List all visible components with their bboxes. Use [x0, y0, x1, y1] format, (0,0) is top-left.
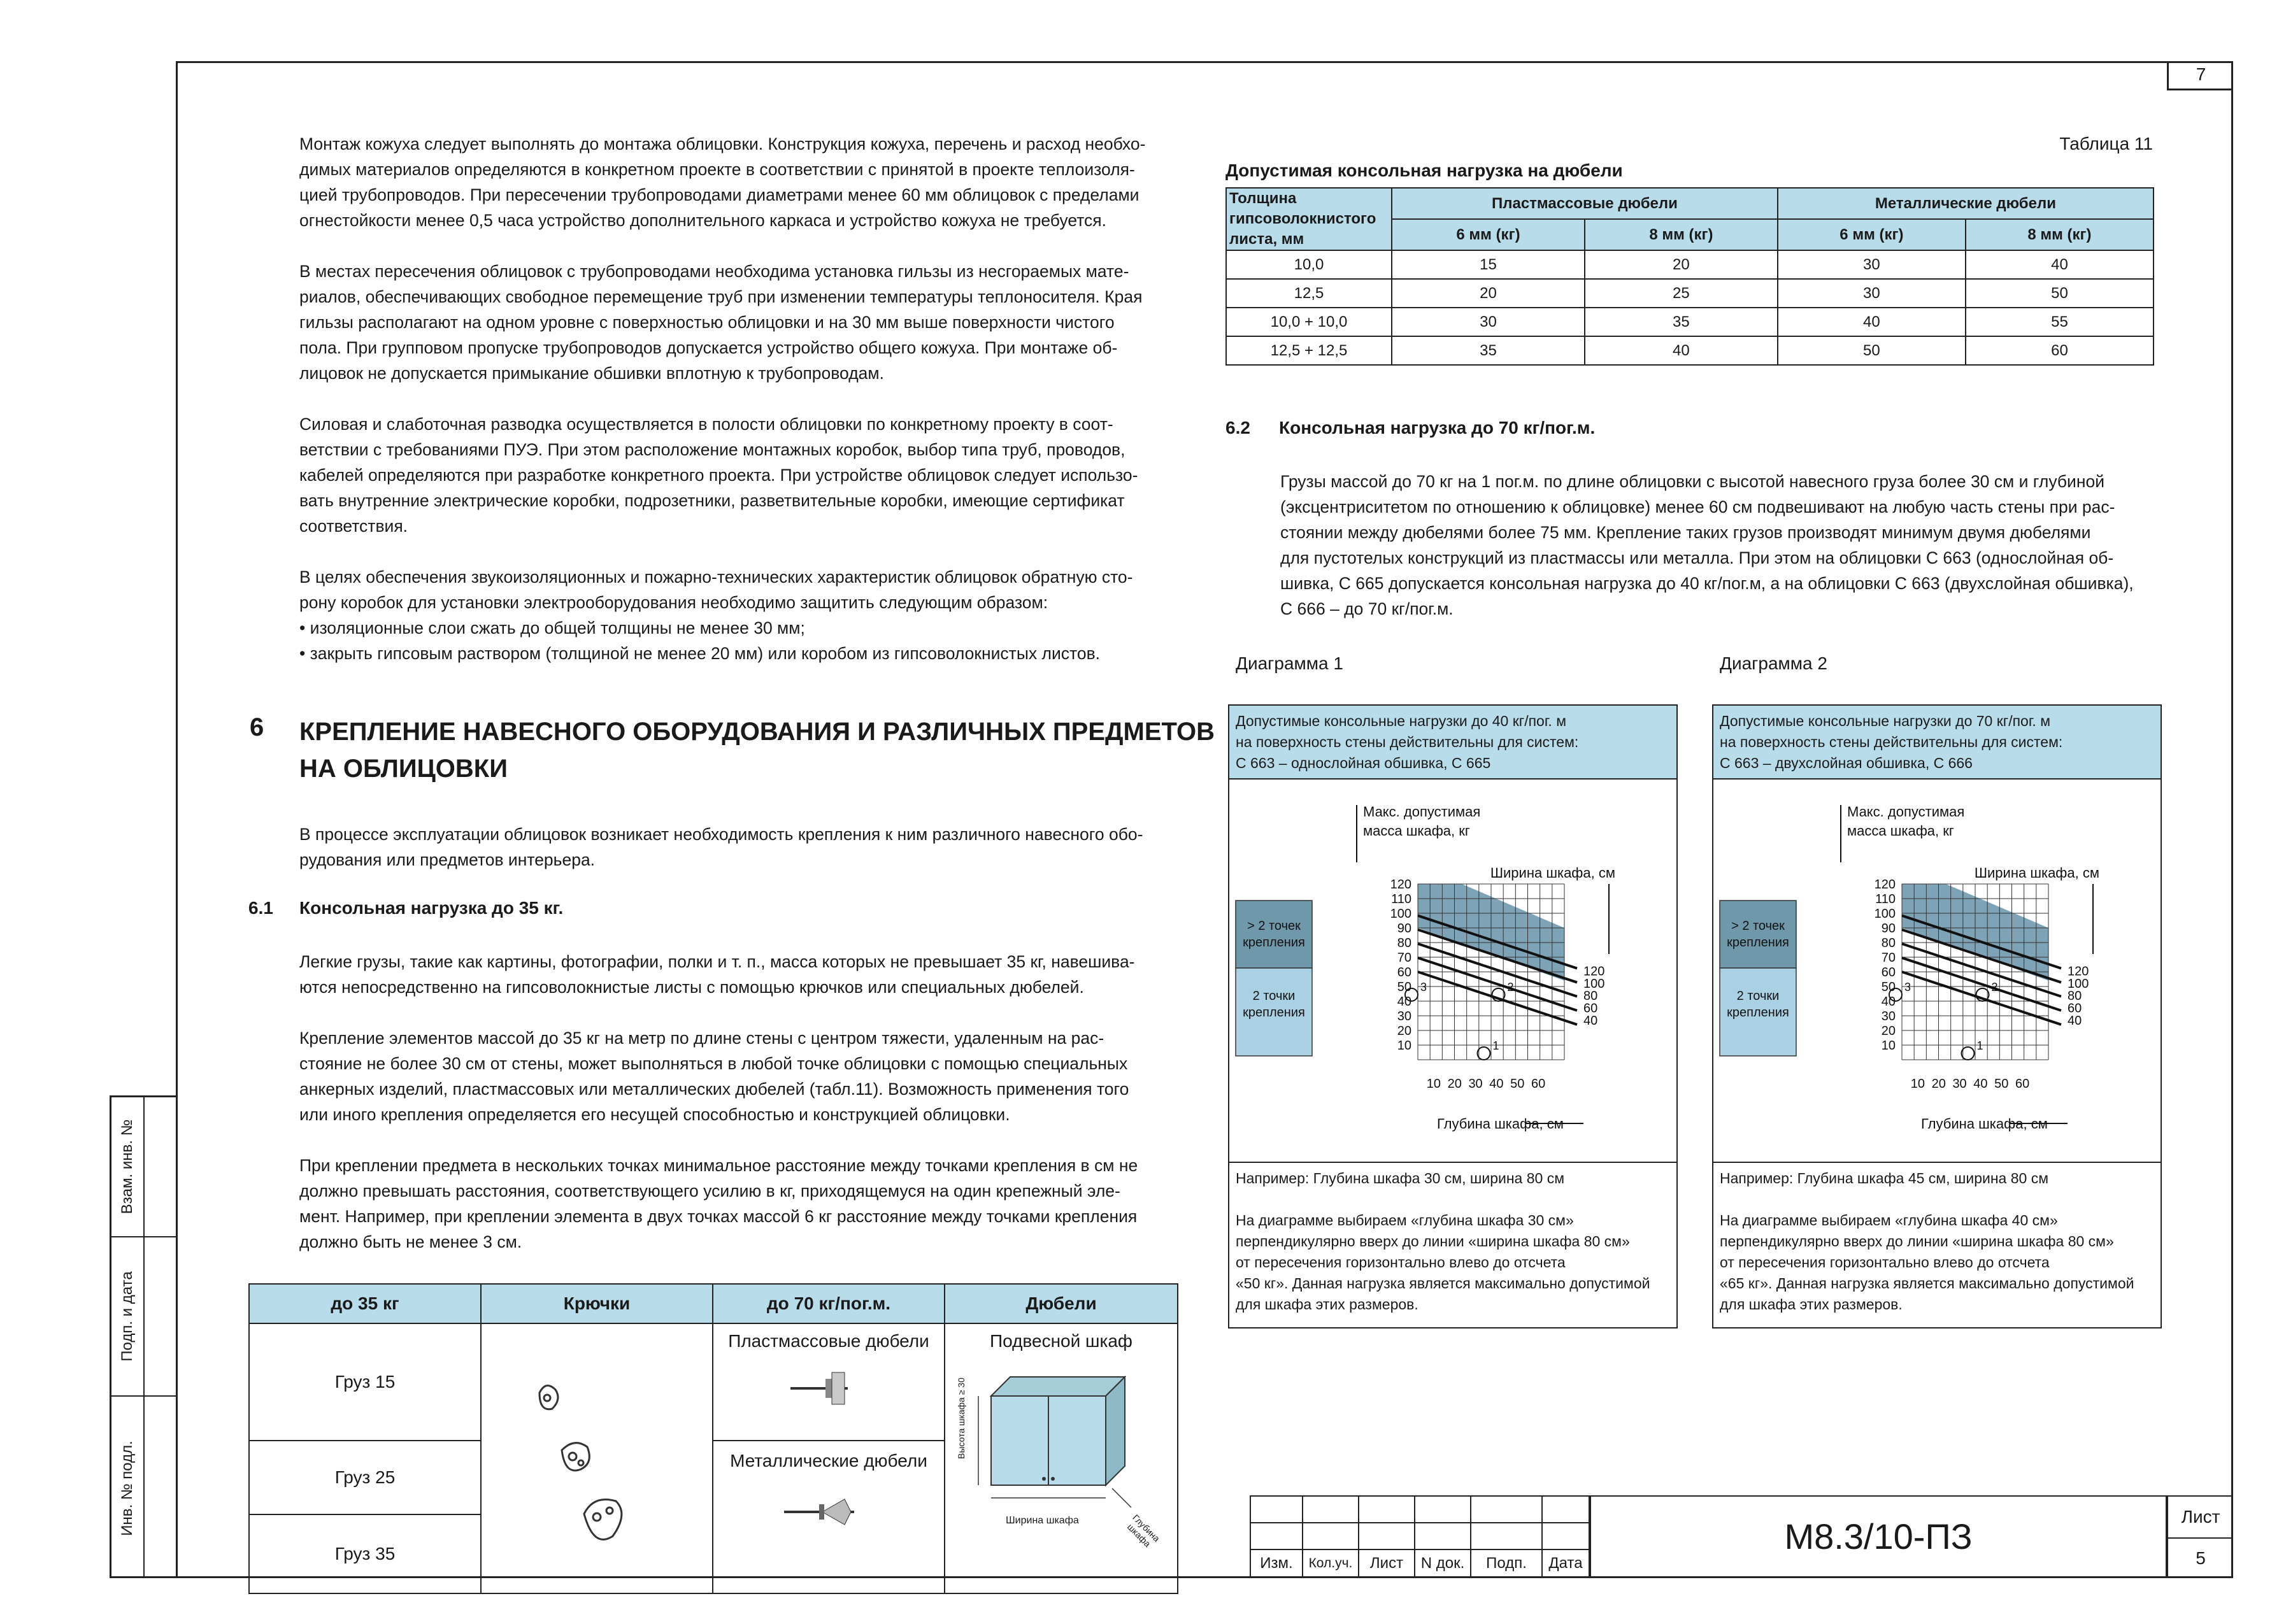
- width-tick-label: 80: [2068, 989, 2082, 1004]
- corner-page-box: [2167, 61, 2233, 90]
- y-tick-label: 80: [1397, 936, 1411, 950]
- section-6-number: 6: [250, 713, 264, 741]
- depth-axis-label: Глубина шкафа, см: [1437, 1116, 1564, 1132]
- table-11-sub-8mm-metal: 8 мм (кг): [1966, 219, 2154, 250]
- stamp-label-sign-date: Подп. и дата: [118, 1271, 136, 1362]
- table-11: [1225, 187, 2154, 366]
- sheet-box: [2167, 1495, 2233, 1578]
- table-11-number: Таблица 11: [2059, 134, 2153, 153]
- zone-many-label: крепления: [1243, 936, 1305, 950]
- hooks-illustration: [481, 1323, 713, 1593]
- width-line: [1418, 972, 1577, 1025]
- y-axis-label: масса шкафа, кг: [1363, 823, 1470, 839]
- x-tick-label: 10: [1426, 1077, 1441, 1091]
- stamp-col-change: Изм.: [1250, 1549, 1303, 1578]
- section-6-1-number: 6.1: [248, 898, 273, 918]
- col-hooks: Крючки: [481, 1284, 713, 1323]
- table-11-col-metal: Металлические дюбели: [1778, 188, 2154, 219]
- cabinet-cell: [945, 1323, 1178, 1593]
- paragraph-casing: Монтаж кожуха следует выполнять до монтажа облицовки. Конструкция кожуха, перечень и расход необхо- димых материалов определяются в конкретном проекте в соответствии с принятой в проекте теплоизоля- цией трубопроводов. При пересечении трубопроводами диаметрами менее 60 мм облицовок с пределами огнестойкости менее 0,5 часа устройство дополнительного каркаса и устройство кожуха не требуется.: [299, 134, 1146, 230]
- stamp-col-date: Дата: [1542, 1549, 1589, 1578]
- depth-axis-label: Глубина шкафа, см: [1921, 1116, 2048, 1132]
- revision-table: [1250, 1495, 1590, 1578]
- y-tick-label: 10: [1881, 1039, 1896, 1053]
- stamp-label-replaced-inv: Взам. инв. №: [118, 1119, 136, 1214]
- y-tick-label: 90: [1397, 922, 1411, 936]
- marker-label: 3: [1420, 980, 1427, 994]
- zone-two-label: 2 точки: [1736, 989, 1780, 1003]
- width-line: [1902, 972, 2061, 1025]
- x-tick-label: 60: [2015, 1077, 2030, 1091]
- paragraph-multipoint: При креплении предмета в нескольких точках минимальное расстояние между точками крепления в см не должно превышать расстояния, соответствующего усилию в кг, приходящемуся на один крепежный эле- мент. Например, при креплении элемента в двух точках массой 6 кг расстояние между точками крепления должно быть не менее 3 см.: [299, 1156, 1138, 1251]
- section-6-2-body: Грузы массой до 70 кг на 1 пог.м. по длине облицовки с высотой навесного груза более 30 см и глубиной (эксцентриситетом по отношению к облицовке) менее 60 см подвешивают на любую часть стены при рас- стоянии между дюбелями более 75 мм. Крепление таких грузов производят минимум двумя дюбелями для пустотелых конструкций из пластмассы или металла. При этом на облицовки С 663 (однослойная об- шивка, С 665 допускается консольная нагрузка до 40 кг/пог.м, а на облицовки С 663 (двухслойная обшивка), С 666 – до 70 кг/пог.м.: [1280, 472, 2134, 618]
- y-tick-label: 70: [1397, 951, 1411, 965]
- row-load-35: Груз 35: [249, 1514, 481, 1593]
- sheet-number: 5: [2196, 1548, 2206, 1568]
- table-row: 12,5 + 12,5 35 40 50 60: [1226, 336, 2154, 365]
- width-tick-label: 100: [2068, 976, 2089, 991]
- table-row: 12,5 20 25 30 50: [1226, 279, 2154, 308]
- table-11-col-thickness: Толщина гипсоволокнистого листа, мм: [1226, 188, 1392, 250]
- x-tick-label: 50: [1510, 1077, 1525, 1091]
- y-tick-label: 60: [1881, 965, 1896, 979]
- y-tick-label: 100: [1874, 907, 1896, 921]
- width-tick-label: 120: [1583, 964, 1605, 979]
- marker-circle: [1962, 1047, 1975, 1060]
- section-6-1-body: [299, 949, 1178, 1255]
- zone-two-label: крепления: [1727, 1006, 1789, 1020]
- diagram-example: Например: Глубина шкафа 30 см, ширина 80 см На диаграмме выбираем «глубина шкафа 30 см» перпендикулярно вверх до линии «ширина шкафа 80 см» от пересечения горизонтально влево до отсчета «50 кг». Данная нагрузка является максимально допустимой для шкафа этих размеров.: [1236, 1170, 1650, 1313]
- y-tick-label: 10: [1397, 1039, 1411, 1053]
- zone-many-label: > 2 точек: [1247, 919, 1301, 933]
- y-tick-label: 120: [1874, 878, 1896, 892]
- marker-label: 1: [1492, 1039, 1499, 1052]
- width-tick-label: 60: [2068, 1001, 2082, 1016]
- marker-label: 2: [1991, 980, 1998, 994]
- y-tick-label: 50: [1881, 980, 1896, 994]
- metal-dowel-icon: [784, 1493, 873, 1531]
- stamp-label-inv-original: Инв. № подл.: [118, 1441, 136, 1536]
- y-tick-label: 30: [1397, 1009, 1411, 1023]
- y-tick-label: 20: [1881, 1024, 1896, 1038]
- x-tick-label: 20: [1447, 1077, 1462, 1091]
- x-tick-label: 50: [1994, 1077, 2009, 1091]
- zone-many-points: [1236, 901, 1312, 968]
- y-axis-label: Макс. допустимая: [1363, 804, 1481, 820]
- zone-many-label: > 2 точек: [1731, 919, 1785, 933]
- table-11-sub-8mm-plastic: 8 мм (кг): [1585, 219, 1778, 250]
- corner-page-number: 7: [2196, 64, 2206, 84]
- doc-code-box: [1590, 1495, 2167, 1578]
- x-tick-label: 60: [1531, 1077, 1546, 1091]
- plastic-dowel-cell: [713, 1323, 945, 1441]
- paragraph-light-loads: Легкие грузы, такие как картины, фотографии, полки и т. п., масса которых не превышает 35 кг, навешива- ются непосредственно на гипсоволокнистые листы с помощью крючков или специальных дюбелей.: [299, 952, 1135, 997]
- x-tick-label: 30: [1468, 1077, 1483, 1091]
- width-tick-label: 80: [1583, 989, 1598, 1004]
- width-tick-label: 120: [2068, 964, 2089, 979]
- x-tick-label: 40: [1973, 1077, 1988, 1091]
- table-11-sub-6mm-plastic: 6 мм (кг): [1392, 219, 1585, 250]
- y-axis-label: Макс. допустимая: [1847, 804, 1965, 820]
- row-load-15: Груз 15: [249, 1323, 481, 1441]
- x-tick-label: 20: [1931, 1077, 1946, 1091]
- y-tick-label: 40: [1397, 995, 1411, 1009]
- title-block: [1250, 1495, 2233, 1578]
- diagram-header: Допустимые консольные нагрузки до 40 кг/пог. м на поверхность стены действительны для систем: С 663 – однослойная обшивка, С 665: [1229, 706, 1676, 780]
- y-tick-label: 120: [1390, 878, 1411, 892]
- table-11-col-plastic: Пластмассовые дюбели: [1392, 188, 1778, 219]
- paragraph-35kg: Крепление элементов массой до 35 кг на метр по длине стены с центром тяжести, удаленным на рас- стояние не более 30 см от стены, может выполняться в любой точке облицовки с помощью специальных анкерных изделий, пластмассовых или металлических дюбелей (табл.11). Возможность применения того или иного крепления определяется его несущей способностью и конструкцией облицовки.: [299, 1029, 1129, 1124]
- cabinet-label: Подвесной шкаф: [990, 1331, 1132, 1351]
- paragraph-wiring: Силовая и слаботочная разводка осуществляется в полости облицовки по конкретному проекту в соот- ветствии с требованиями ПУЭ. При этом расположение монтажных коробок, выбор типа труб, проводов, кабелей определяются при разработке конкретного проекта. При устройстве облицовок следует использо- вать внутренние электрические коробки, подрозетники, разветвительные коробки, имеющие сертификат соответствия.: [299, 415, 1138, 536]
- diagram-label: Диаграмма 1: [1236, 653, 1343, 673]
- diagram-box: [1228, 704, 1678, 1328]
- hook-icons: [501, 1361, 692, 1552]
- y-tick-label: 60: [1397, 965, 1411, 979]
- diagram-label: Диаграмма 2: [1720, 653, 1827, 673]
- side-stamp: [110, 1095, 177, 1578]
- section-6-1-title: Консольная нагрузка до 35 кг.: [299, 898, 564, 918]
- y-tick-label: 20: [1397, 1024, 1411, 1038]
- metal-dowel-label: Металлические дюбели: [730, 1451, 927, 1471]
- col-dowels: Дюбели: [945, 1284, 1178, 1323]
- stamp-col-qty: Кол.уч.: [1303, 1549, 1359, 1578]
- plastic-dowel-icon: [790, 1369, 867, 1407]
- left-column: [299, 131, 1178, 666]
- width-tick-label: 40: [1583, 1013, 1598, 1028]
- width-axis-label: Ширина шкафа, см: [1974, 865, 2099, 881]
- x-tick-label: 40: [1489, 1077, 1504, 1091]
- zone-many-label: крепления: [1727, 936, 1789, 950]
- width-tick-label: 40: [2068, 1013, 2082, 1028]
- x-tick-label: 30: [1952, 1077, 1967, 1091]
- fastener-table: [248, 1283, 1178, 1594]
- diagram-header: Допустимые консольные нагрузки до 70 кг/пог. м на поверхность стены действительны для систем: С 663 – двухслойная обшивка, С 666: [1713, 706, 2161, 780]
- paragraph-sleeves: В местах пересечения облицовок с трубопроводами необходима установка гильзы из несгораемых мате- риалов, обеспечивающих свободное перемещение труб при изменении температуры теплоносителя. Края гильзы располагают на одном уровне с поверхностью облицовки и на 30 мм выше поверхности чистого пола. При групповом пропуске трубопроводов допускается устройство общего кожуха. При монтаже об- лицовок не допускается примыкание обшивки вплотную к трубопроводам.: [299, 262, 1143, 383]
- y-tick-label: 100: [1390, 907, 1411, 921]
- table-11-title: Допустимая консольная нагрузка на дюбели: [1225, 160, 1623, 180]
- x-tick-label: 10: [1910, 1077, 1925, 1091]
- section-6-intro: В процессе эксплуатации облицовок возникает необходимость крепления к ним различного навесного обо- рудования или предметов интерьера.: [299, 825, 1143, 869]
- diagram-chart: [1713, 780, 2161, 1163]
- table-row: 10,0 + 10,0 30 35 40 55: [1226, 308, 2154, 336]
- y-tick-label: 110: [1875, 892, 1896, 906]
- y-tick-label: 110: [1391, 892, 1411, 906]
- y-tick-label: 80: [1881, 936, 1896, 950]
- diagram-chart: [1229, 780, 1676, 1163]
- marker-label: 3: [1904, 980, 1911, 994]
- y-tick-label: 40: [1881, 995, 1896, 1009]
- section-6-2-title: Консольная нагрузка до 70 кг/пог.м.: [1279, 418, 1596, 438]
- y-tick-label: 70: [1881, 951, 1896, 965]
- y-tick-label: 50: [1397, 980, 1411, 994]
- table-11-sub-6mm-metal: 6 мм (кг): [1778, 219, 1966, 250]
- stamp-col-sheet: Лист: [1359, 1549, 1415, 1578]
- diagram-example: Например: Глубина шкафа 45 см, ширина 80 см На диаграмме выбираем «глубина шкафа 40 см» перпендикулярно вверх до линии «ширина шкафа 80 см» от пересечения горизонтально влево до отсчета «65 кг». Данная нагрузка является максимально допустимой для шкафа этих размеров.: [1720, 1170, 2134, 1313]
- zone-two-label: крепления: [1243, 1006, 1305, 1020]
- metal-dowel-cell: [713, 1441, 945, 1593]
- paragraph-sound-insulation: В целях обеспечения звукоизоляционных и пожарно-технических характеристик облицовок обратную сто- рону коробок для установки электрооборудования необходимо защитить следующим образом: • изоляционные слои сжать до общей толщины не менее 30 мм; • закрыть гипсовым раствором (толщиной не менее 20 мм) или коробом из гипсоволокнистых листов.: [299, 567, 1133, 663]
- marker-label: 1: [1976, 1039, 1983, 1052]
- doc-code: М8.3/10-ПЗ: [1784, 1516, 1973, 1556]
- width-tick-label: 100: [1583, 976, 1605, 991]
- diagram-box: [1712, 704, 2162, 1328]
- marker-circle: [1478, 1047, 1490, 1060]
- cabinet-depth-label: Глубина шкафа: [1125, 1512, 1162, 1549]
- col-70kg: до 70 кг/пог.м.: [713, 1284, 945, 1323]
- zone-two-label: 2 точки: [1252, 989, 1296, 1003]
- row-load-25: Груз 25: [249, 1441, 481, 1514]
- col-35kg: до 35 кг: [249, 1284, 481, 1323]
- y-axis-label: масса шкафа, кг: [1847, 823, 1954, 839]
- plastic-dowel-label: Пластмассовые дюбели: [728, 1331, 929, 1351]
- width-axis-label: Ширина шкафа, см: [1490, 865, 1615, 881]
- width-tick-label: 60: [1583, 1001, 1598, 1016]
- y-tick-label: 30: [1881, 1009, 1896, 1023]
- y-tick-label: 90: [1881, 922, 1896, 936]
- stamp-col-sign: Подп.: [1471, 1549, 1542, 1578]
- cabinet-height-label: Высота шкафа ≥ 30: [956, 1378, 966, 1459]
- section-6-title: КРЕПЛЕНИЕ НАВЕСНОГО ОБОРУДОВАНИЯ И РАЗЛИЧНЫХ ПРЕДМЕТОВ НА ОБЛИЦОВКИ: [299, 718, 1215, 783]
- section-6-2-number: 6.2: [1225, 418, 1250, 438]
- marker-label: 2: [1507, 980, 1514, 994]
- table-row: 10,0 15 20 30 40: [1226, 250, 2154, 279]
- stamp-col-doc: N док.: [1415, 1549, 1471, 1578]
- sheet-label: Лист: [2168, 1497, 2233, 1539]
- cabinet-width-label: Ширина шкафа: [1006, 1515, 1079, 1526]
- zone-many-points: [1720, 901, 1796, 968]
